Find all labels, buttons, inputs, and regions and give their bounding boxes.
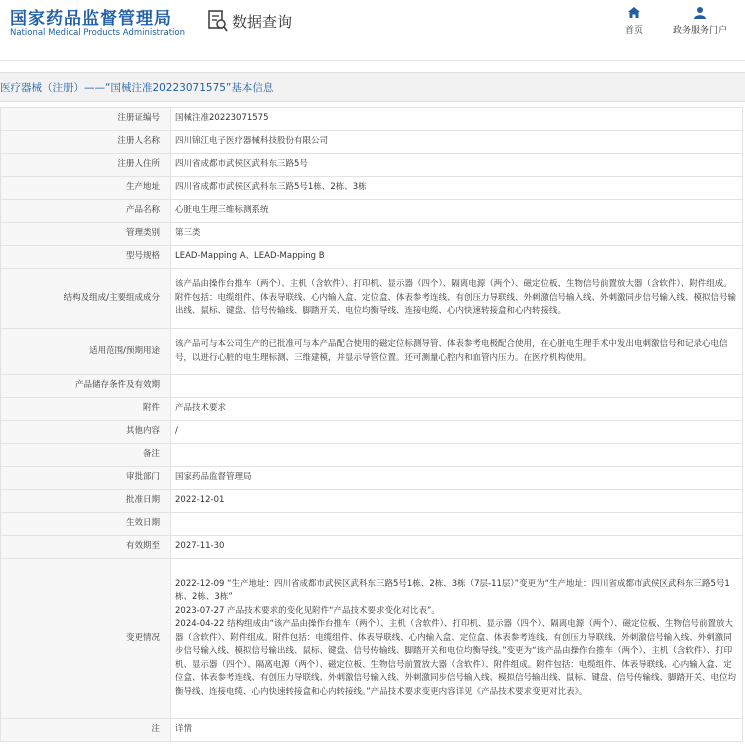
- info-row: [1, 246, 743, 269]
- field-label: 产品储存条件及有效期: [1, 375, 171, 398]
- field-value: /: [171, 421, 743, 444]
- field-value: 2022-12-09 “生产地址：四川省成都市武侯区武科东三路5号1栋、2栋、3栋（7层-11层）”变更为“生产地址：四川省成都市武侯区武科东三路5号1栋、2栋、3栋” 2023-07-27 产品技术要求的变化见附件“产品技术要求变化对比表”。 2024-04-22 结构组成由“该产品由操作台推车（两个）、主机（含软件）、打印机、显示器（四个）、隔离电源（两个）、磁定位板、生物信号前置放大器（含软件）、附件组成。附件包括：电缆组件、体表导联线、心内输入盒、定位盒、体表参考连线、有创压力导联线、外刺激信号输入线、外刺激同步信号输入线、模拟信号输出线、鼠标、键盘、信号传输线、脚踏开关和电位均衡导线。”变更为“该产品由操作台推车（两个）、主机（含软件）、打印机、显示器（四个）、隔离电源（两个）、磁定位板、生物信号前置放大器（含软件）、附件组成。附件包括：电缆组件、体表导联线、心内输入盒、定位盒、体表参考连线、有创压力导联线、外刺激信号输入线、外刺激同步信号输入线、模拟信号输出线、鼠标、键盘、信号传输线、脚踏开关、电位均衡导线、连接电缆、心内快速转接盒和心内转接线。”产品技术要求变更内容详见《产品技术要求变更对比表》。: [171, 559, 743, 719]
- field-label: 审批部门: [1, 467, 171, 490]
- info-row: [1, 559, 743, 719]
- field-label: 注册人住所: [1, 154, 171, 177]
- field-value: 国家药品监督管理局: [171, 467, 743, 490]
- info-row: [1, 536, 743, 559]
- info-row: [1, 223, 743, 246]
- field-value: 该产品可与本公司生产的已批准可与本产品配合使用的磁定位标测导管、体表参考电极配合使用，在心脏电生理手术中发出电刺激信号和记录心电信号，以进行心脏的电生理标测、三维建模，并显示导管位置。还可测量心腔内和血管内压力。在医疗机构使用。: [171, 329, 743, 375]
- info-row: [1, 329, 743, 375]
- search-document-icon: [208, 10, 228, 32]
- user-icon: [693, 6, 707, 19]
- field-value: [171, 444, 743, 467]
- field-value: 2022-12-01: [171, 490, 743, 513]
- field-value: 四川省成都市武侯区武科东三路5号1栋、2栋、3栋: [171, 177, 743, 200]
- field-label: 变更情况: [1, 559, 171, 719]
- field-label: 附件: [1, 398, 171, 421]
- info-row: [1, 177, 743, 200]
- field-label: 适用范围/预期用途: [1, 329, 171, 375]
- info-row: [1, 467, 743, 490]
- info-row: [1, 131, 743, 154]
- field-label: 产品名称: [1, 200, 171, 223]
- field-label: 管理类别: [1, 223, 171, 246]
- nav-gov-portal-label: 政务服务门户: [672, 26, 727, 36]
- field-value: 四川锦江电子医疗器械科技股份有限公司: [171, 131, 743, 154]
- field-value: 产品技术要求: [171, 398, 743, 421]
- field-label: 备注: [1, 444, 171, 467]
- field-value: [171, 513, 743, 536]
- site-logo-subtitle: National Medical Products Administration: [10, 28, 185, 38]
- info-row: [1, 269, 743, 329]
- info-row: [1, 154, 743, 177]
- field-label: 批准日期: [1, 490, 171, 513]
- field-label: 注册人名称: [1, 131, 171, 154]
- header-divider: [0, 60, 745, 61]
- field-label: 有效期至: [1, 536, 171, 559]
- field-label: 注册证编号: [1, 108, 171, 131]
- field-value: 国械注准20223071575: [171, 108, 743, 131]
- info-row: [1, 108, 743, 131]
- info-row: [1, 200, 743, 223]
- nav-home-label: 首页: [624, 26, 643, 36]
- field-value: 四川省成都市武侯区武科东三路5号: [171, 154, 743, 177]
- info-row: [1, 719, 743, 742]
- info-row: [1, 421, 743, 444]
- field-label: 其他内容: [1, 421, 171, 444]
- field-label: 生效日期: [1, 513, 171, 536]
- breadcrumb: 医疗器械（注册）——“国械注准20223071575”基本信息: [0, 82, 274, 94]
- search-title: 数据查询: [232, 12, 293, 31]
- nav-gov-portal[interactable]: [670, 6, 730, 36]
- field-value: 2027-11-30: [171, 536, 743, 559]
- info-row: [1, 375, 743, 398]
- info-row: [1, 513, 743, 536]
- field-label: 结构及组成/主要组成成分: [1, 269, 171, 329]
- home-icon: [627, 6, 641, 19]
- field-label: 生产地址: [1, 177, 171, 200]
- registration-info-table: [0, 107, 743, 742]
- info-row: [1, 398, 743, 421]
- nav-home[interactable]: [604, 6, 664, 36]
- field-value: 该产品由操作台推车（两个）、主机（含软件）、打印机、显示器（四个）、隔离电源（两个）、磁定位板、生物信号前置放大器（含软件）、附件组成。附件包括：电缆组件、体表导联线、心内输入盒、定位盒、体表参考连线、有创压力导联线、外刺激信号输入线、外刺激同步信号输入线、模拟信号输出线、鼠标、键盘、信号传输线、脚踏开关、电位均衡导线、连接电缆、心内快速转接盒和心内转接线。: [171, 269, 743, 329]
- info-row: [1, 444, 743, 467]
- breadcrumb-bar: [0, 72, 745, 102]
- info-row: [1, 490, 743, 513]
- site-logo-title[interactable]: 国家药品监督管理局: [10, 9, 172, 29]
- field-label: 注: [1, 719, 171, 742]
- details-link[interactable]: 详情: [171, 719, 743, 742]
- site-header: [0, 0, 745, 50]
- field-value: 心脏电生理三维标测系统: [171, 200, 743, 223]
- field-label: 型号规格: [1, 246, 171, 269]
- field-value: LEAD-Mapping A、LEAD-Mapping B: [171, 246, 743, 269]
- field-value: 第三类: [171, 223, 743, 246]
- data-search-heading: [208, 10, 292, 32]
- field-value: [171, 375, 743, 398]
